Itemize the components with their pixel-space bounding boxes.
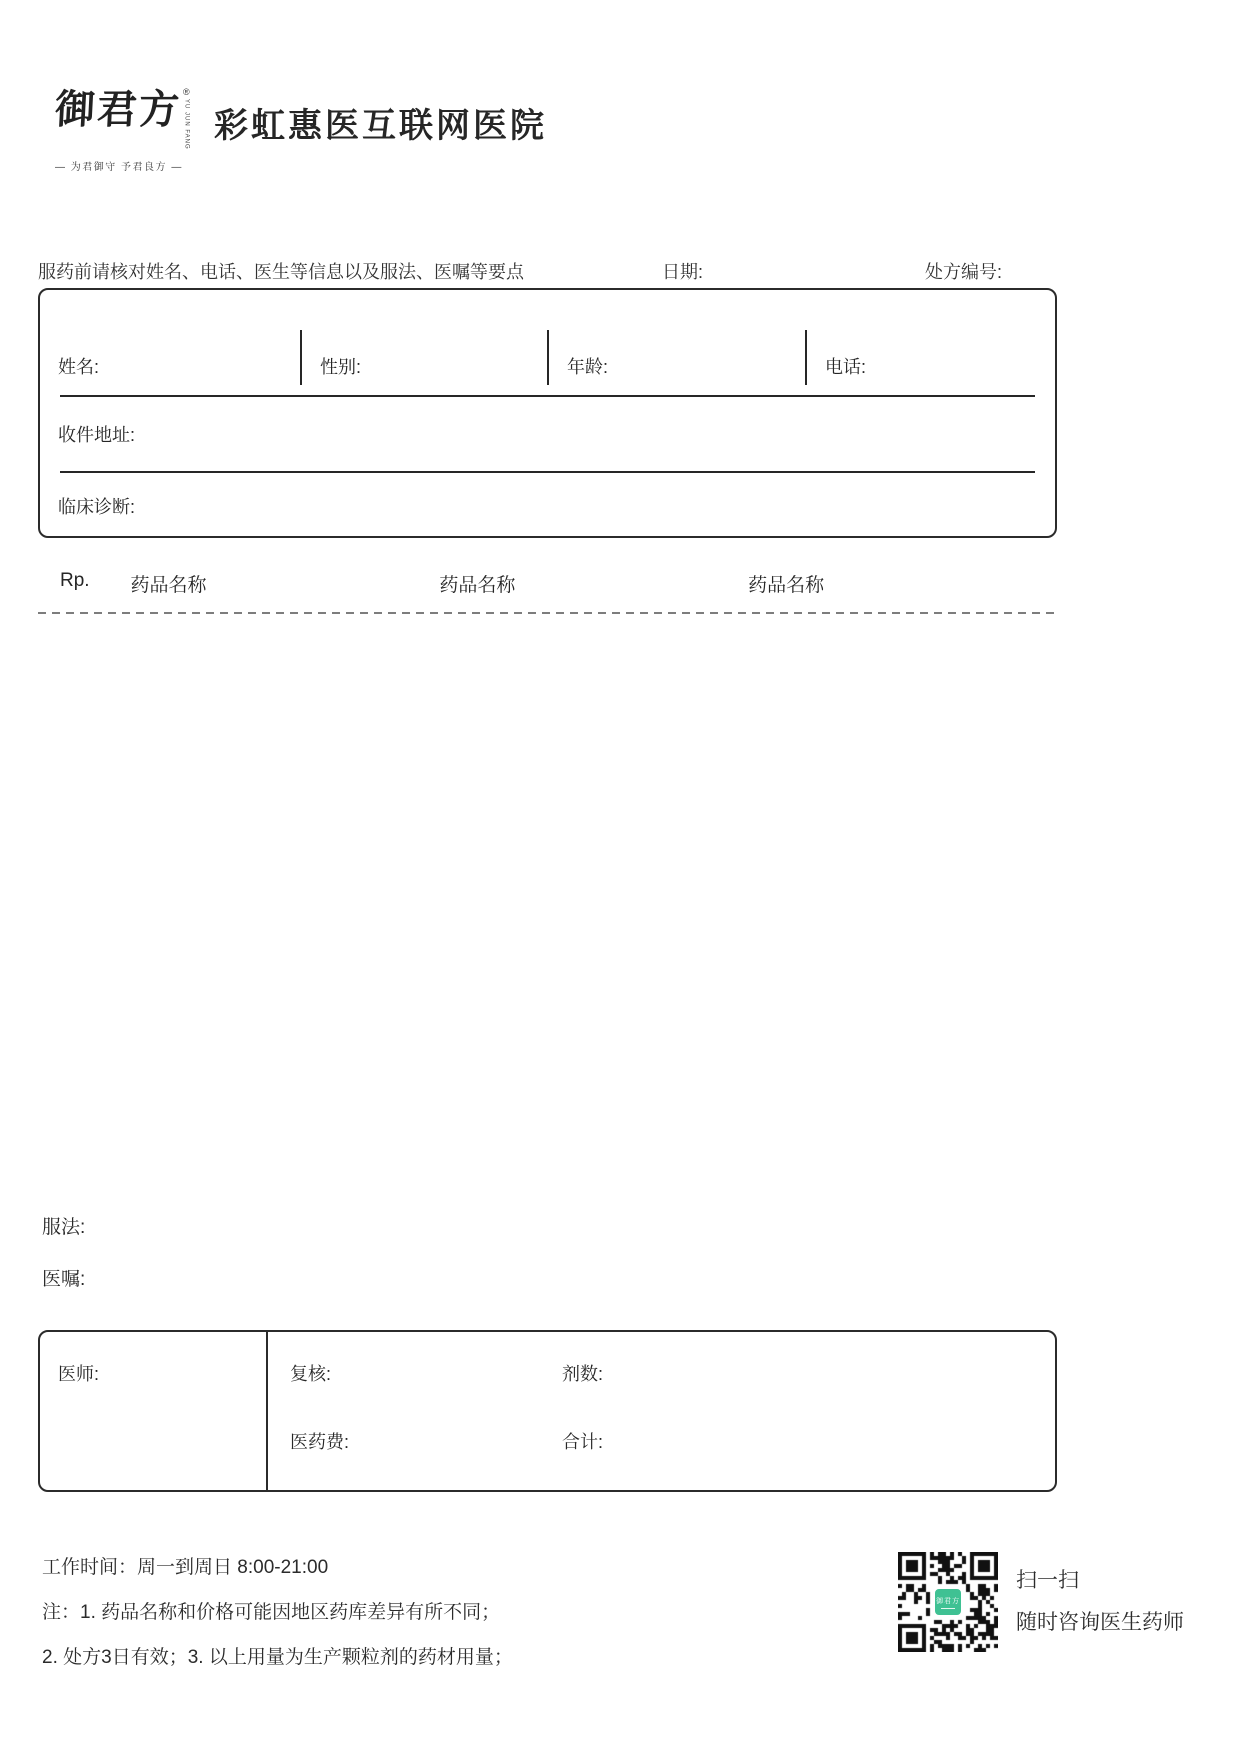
date-label: 日期: (662, 262, 704, 282)
address-field-label: 收件地址: (58, 425, 136, 445)
brand-logo-text: 御君方 (53, 86, 183, 133)
total-field-label: 合计: (562, 1432, 604, 1452)
drug-name-column-header: 药品名称 (748, 575, 825, 596)
usage-field-label: 服法: (42, 1217, 86, 1238)
brand-logo-pinyin: YU JUN FANG (183, 99, 190, 150)
patient-info-box (38, 288, 1057, 538)
verify-hint: 服药前请核对姓名、电话、医生等信息以及服法、医嘱等要点 (38, 262, 524, 282)
scan-label: 扫一扫 (1016, 1569, 1079, 1592)
dose-count-field-label: 剂数: (562, 1364, 604, 1384)
name-field-label: 姓名: (58, 357, 100, 377)
medicine-fee-field-label: 医药费: (290, 1432, 350, 1452)
note-line-2: 2. 处方3日有效；3. 以上用量为生产颗粒剂的药材用量； (42, 1647, 513, 1668)
hospital-title: 彩虹惠医互联网医院 (214, 107, 547, 145)
signoff-right-panel (268, 1332, 1055, 1490)
signoff-box (38, 1330, 1057, 1492)
drug-name-column-header: 药品名称 (439, 575, 516, 596)
rp-header-row (38, 570, 1057, 597)
brand-logo (55, 88, 195, 173)
qr-center-logo (933, 1587, 963, 1617)
rx-number-label: 处方编号: (925, 262, 1003, 282)
physician-field-label: 医师: (40, 1332, 268, 1490)
age-field-label: 年龄: (567, 357, 609, 377)
dashed-separator (38, 612, 1057, 614)
note-line-1: 注：1. 药品名称和价格可能因地区药库差异有所不同； (42, 1602, 501, 1623)
registered-mark: ® (183, 87, 190, 97)
scan-hint: 随时咨询医生药师 (1016, 1611, 1184, 1634)
drug-name-column-header: 药品名称 (130, 575, 207, 596)
review-field-label: 复核: (290, 1364, 332, 1384)
work-hours-text: 工作时间：周一到周日 8:00-21:00 (42, 1557, 329, 1578)
advice-field-label: 医嘱: (42, 1269, 86, 1290)
brand-tagline: — 为君御守 予君良方 — (55, 161, 183, 173)
gender-field-label: 性别: (320, 357, 362, 377)
patient-row-basic (40, 290, 1055, 395)
diagnosis-field-label: 临床诊断: (58, 496, 136, 517)
rp-label: Rp. (60, 570, 90, 591)
qr-logo-text: 御君方 (936, 1597, 960, 1605)
phone-field-label: 电话: (825, 357, 867, 377)
qr-code (898, 1552, 998, 1652)
qr-logo-underline (941, 1608, 955, 1609)
